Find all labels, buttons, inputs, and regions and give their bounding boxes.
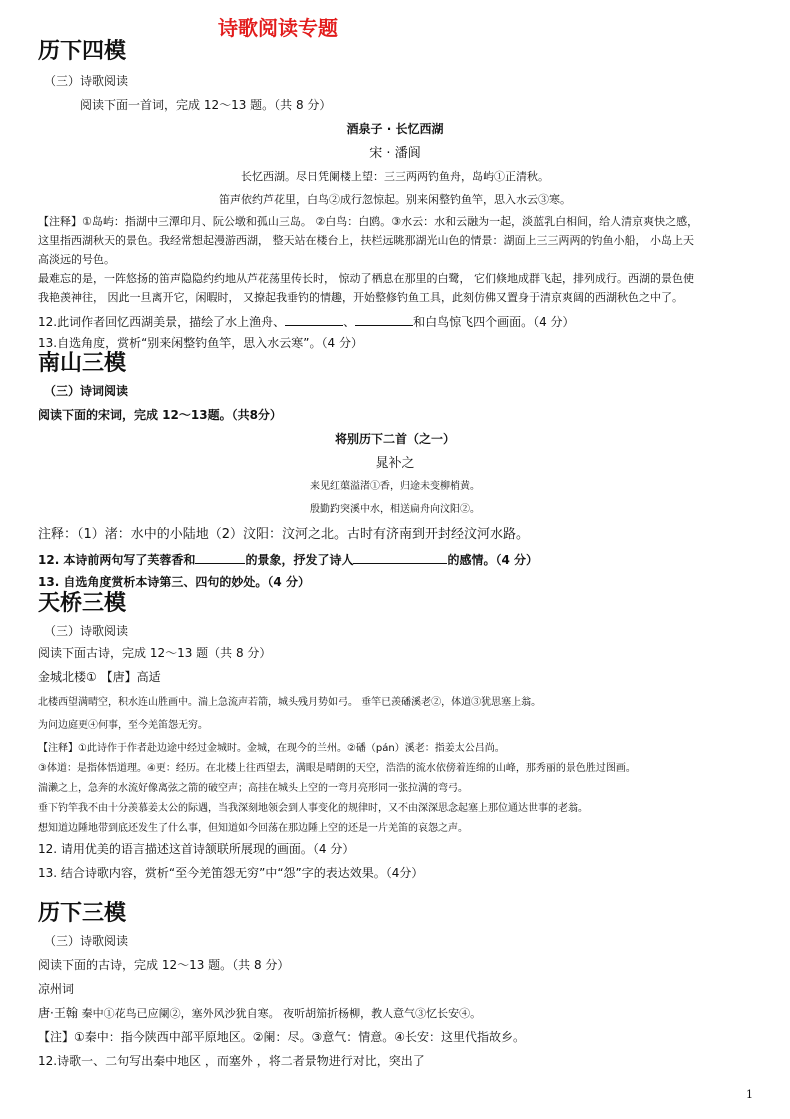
question-text: 、	[343, 315, 356, 329]
section-heading: 南山三模	[38, 350, 127, 376]
annotation-text: 【注释】①岛屿：指湖中三潭印月、阮公墩和孤山三岛。 ②白鸟：白鸥。③水云：水和云融为一起，淡蓝乳白相间，给人清京爽快之感，	[38, 215, 699, 228]
question-text: 的感情。（4 分）	[447, 553, 538, 567]
section-subtitle: （三）诗词阅读	[44, 384, 129, 398]
annotation-text: 注释：（1）渚：水中的小陆地（2）汶阳：汶河之北。古时有济南到开封经汶河水路。	[38, 527, 530, 542]
question-text: 12. 本诗前两句写了芙蓉香和	[38, 553, 196, 567]
poem-line: 北楼西望满晴空，积水连山胜画中。湍上急流声若箭，城头残月势如弓。 垂竿已羡磻溪老②，体道③犹思塞上翁。	[38, 697, 542, 708]
answer-blank[interactable]	[353, 551, 447, 564]
poem-title: 将别历下二首（之一）	[334, 432, 455, 446]
section-subtitle: （三）诗歌阅读	[44, 934, 129, 948]
poem-line	[38, 1006, 481, 1020]
poem-title: 酒泉子 · 长忆西湖	[346, 122, 444, 136]
annotation-text: 湍濑之上，急奔的水流好像离弦之箭的破空声；高挂在城头上空的一弯月亮形同一张拉满的弯弓。	[38, 783, 468, 794]
document-title: 诗歌阅读专题	[218, 16, 338, 40]
section-subtitle: （三）诗歌阅读	[44, 74, 129, 88]
poem-line: 为问边庭更④何事，至今羌笛怨无穷。	[38, 720, 208, 731]
instruction: 阅读下面的古诗，完成 12～13 题。（共 8 分）	[38, 958, 290, 972]
instruction: 阅读下面古诗，完成 12～13 题（共 8 分）	[38, 646, 272, 660]
poem-line: 殷勤趵突溪中水，相送扁舟向汶阳②。	[310, 504, 480, 515]
poem-author: 宋 · 潘阆	[369, 146, 421, 161]
annotation-text: 高淡远的号色。	[38, 253, 115, 266]
annotation-text: 我艳羡神往， 因此一旦离开它，闲暇时， 又撩起我垂钓的情趣，开始整修钓鱼工具，此刻仿佛又置身于清京爽阔的西湖秋色之中了。	[38, 291, 683, 304]
question-12	[38, 313, 575, 329]
annotation-text: 垂下钓竿我不由十分羡慕姜太公的际遇，当我深刻地领会到人事变化的规律时，又不由深深思念起塞上那位通达世事的老翁。	[38, 803, 588, 814]
annotation-text: 这里指西湖秋天的景色。我经常想起漫游西湖， 整天站在楼台上，扶栏远眺那湖光山色的情景：湖面上三三两两的钓鱼小船， 小岛上天	[38, 234, 694, 247]
answer-blank[interactable]	[355, 313, 413, 326]
annotation-text: 想知道边陲地带到底还发生了什么事，但知道如今回荡在那边陲上空的还是一片羌笛的哀怨之声。	[38, 823, 468, 834]
poem-text: 秦中①花鸟已应阑②，塞外风沙犹自寒。 夜听胡笳折杨柳，教人意气③忆长安④。	[81, 1007, 482, 1020]
answer-blank[interactable]	[285, 313, 343, 326]
poem-author: 唐·王翰	[38, 1006, 78, 1020]
poem-title: 凉州词	[38, 982, 75, 996]
question-text: 的景象，抒发了诗人	[245, 553, 354, 567]
question-13: 13. 自选角度赏析本诗第三、四句的妙处。（4 分）	[38, 575, 310, 589]
section-heading: 历下三模	[38, 900, 127, 926]
poem-line: 来见红蕖溢渚①香，归途未变柳梢黄。	[310, 481, 480, 492]
poem-author: 晁补之	[375, 456, 415, 471]
poem-line: 长忆西湖。尽日凭阑楼上望：三三两两钓鱼舟，岛屿①正清秋。	[241, 170, 549, 183]
section-subtitle: （三）诗歌阅读	[44, 624, 129, 638]
question-12: 12. 请用优美的语言描述这首诗颔联所展现的画面。（4 分）	[38, 842, 355, 856]
poem-title: 金城北楼① 【唐】高适	[38, 670, 161, 684]
question-12: 12.诗歌一、二句写出秦中地区 ，而塞外 ，将二者景物进行对比，突出了	[38, 1054, 425, 1068]
annotation-text: 【注释】①此诗作于作者赴边途中经过金城时。金城，在现今的兰州。②磻（pán）溪老：指姜太公吕尚。	[38, 743, 505, 754]
instruction: 阅读下面一首词，完成 12～13 题。（共 8 分）	[80, 98, 332, 112]
question-text: 12.此词作者回忆西湖美景，描绘了水上渔舟、	[38, 315, 286, 329]
annotation-text: ③体道：是指体悟道理。④更：经历。在北楼上往西望去，满眼是晴朗的天空，浩浩的流水依傍着连绵的山峰，那秀丽的景色胜过图画。	[38, 763, 636, 774]
poem-line: 笛声依约芦花里，白鸟②成行忽惊起。别来闲整钓鱼竿，思入水云③寒。	[219, 193, 571, 206]
question-12	[38, 551, 538, 567]
annotation-text: 最难忘的是，一阵悠扬的笛声隐隐约约地从芦花荡里传长时， 惊动了栖息在那里的白鹭， 它们倏地成群飞起，排列成行。西湖的景色使	[38, 272, 694, 285]
question-13: 13. 结合诗歌内容，赏析“至今羌笛怨无穷”中“怨”字的表达效果。（4分）	[38, 866, 424, 880]
page-number: 1	[746, 1088, 753, 1101]
annotation-text: 【注】①秦中：指今陕西中部平原地区。②阑：尽。③意气：情意。④长安：这里代指故乡。	[38, 1030, 526, 1044]
section-heading: 历下四模	[38, 38, 127, 64]
answer-blank[interactable]	[195, 551, 245, 564]
question-text: 和白鸟惊飞四个画面。（4 分）	[413, 315, 575, 329]
instruction: 阅读下面的宋词，完成 12～13题。（共8分）	[38, 408, 282, 422]
section-heading: 天桥三模	[38, 590, 127, 616]
question-13: 13.自选角度，赏析“别来闲整钓鱼竿，思入水云寒”。（4 分）	[38, 336, 363, 350]
